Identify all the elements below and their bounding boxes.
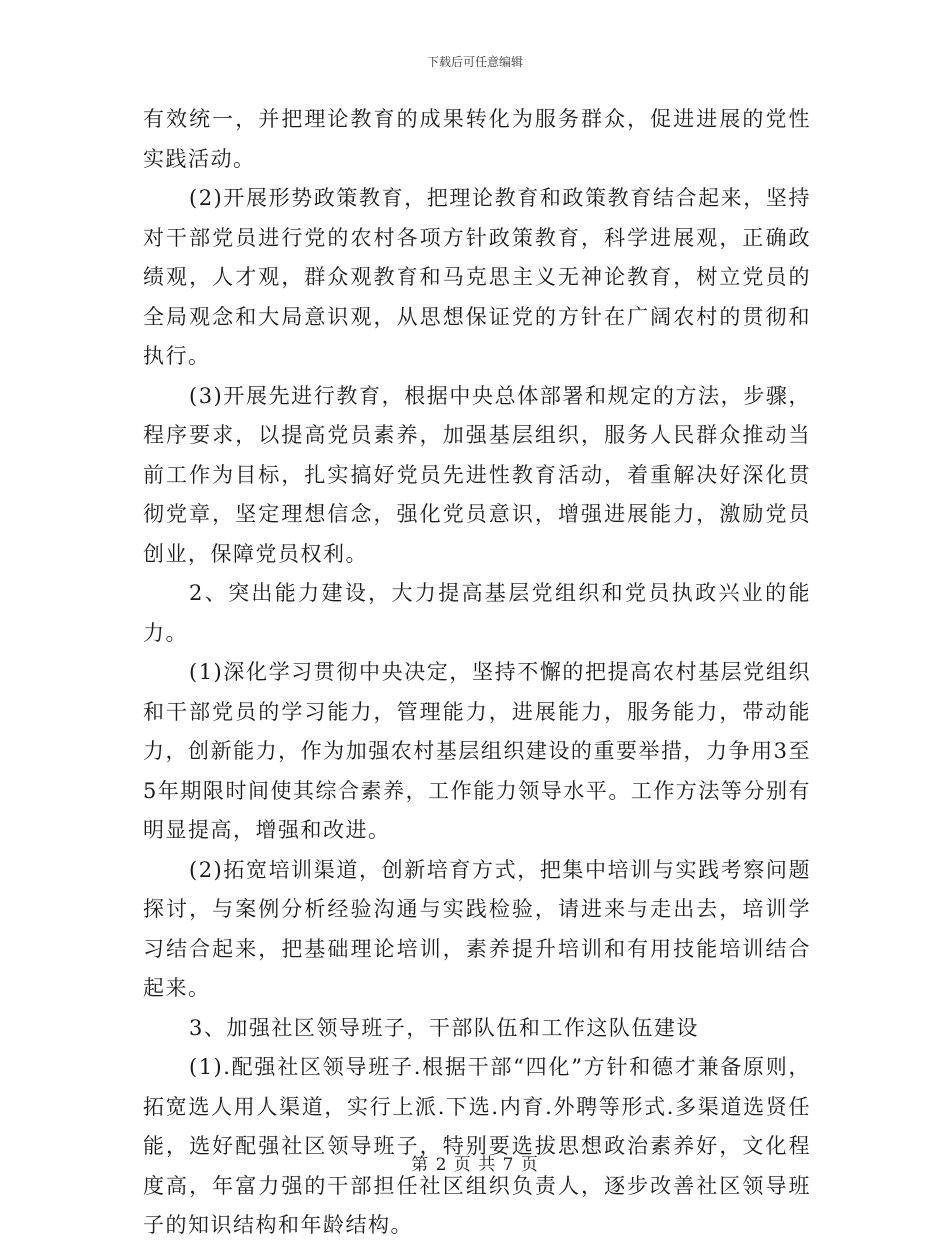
paragraph-5: (2)拓宽培训渠道，创新培育方式，把集中培训与实践考察问题探讨，与案例分析经验沟通与实践检验，请进来与走出去，培训学习结合起来，把基础理论培训，素养提升培训和有用技能培训结合起来。 bbox=[143, 857, 811, 1000]
page-header-note: 下载后可任意编辑 bbox=[426, 55, 523, 69]
section-heading-2: 2、突出能力建设，大力提高基层党组织和党员执政兴业的能力。 bbox=[143, 581, 811, 645]
document-body bbox=[143, 100, 811, 1246]
paragraph-4: (1)深化学习贯彻中央决定，坚持不懈的把提高农村基层党组织和干部党员的学习能力，管理能力，进展能力，服务能力，带动能力，创新能力，作为加强农村基层组织建设的重要举措，力争用3至5年期限时间使其综合素养，工作能力领导水平。工作方法等分别有明显提高，增强和改进。 bbox=[143, 660, 811, 842]
page-number-footer: 第 2 页 共 7 页 bbox=[411, 1155, 539, 1175]
paragraph-3: (3)开展先进行教育，根据中央总体部署和规定的方法，步骤，程序要求，以提高党员素养，加强基层组织，服务人民群众推动当前工作为目标，扎实搞好党员先进性教育活动，着重解决好深化贯彻党章，坚定理想信念，强化党员意识，增强进展能力，激励党员创业，保障党员权利。 bbox=[143, 383, 811, 566]
paragraph-2: (2)开展形势政策教育，把理论教育和政策教育结合起来，坚持对干部党员进行党的农村各项方针政策教育，科学进展观，正确政绩观，人才观，群众观教育和马克思主义无神论教育，树立党员的全局观念和大局意识观，从思想保证党的方针在广阔农村的贯彻和执行。 bbox=[143, 186, 811, 368]
paragraph-1: 有效统一，并把理论教育的成果转化为服务群众，促进进展的党性实践活动。 bbox=[143, 107, 811, 171]
section-heading-3: 3、加强社区领导班子，干部队伍和工作这队伍建设 bbox=[189, 1015, 699, 1040]
paragraph-6: (1).配强社区领导班子.根据干部“四化”方针和德才兼备原则，拓宽选人用人渠道，实行上派.下选.内育.外聘等形式.多渠道选贤任能，选好配强社区领导班子，特别要选拔思想政治素养好，文化程度高，年富力强的干部担任社区组织负责人，逐步改善社区领导班子的知识结构和年龄结构。 bbox=[143, 1055, 811, 1237]
